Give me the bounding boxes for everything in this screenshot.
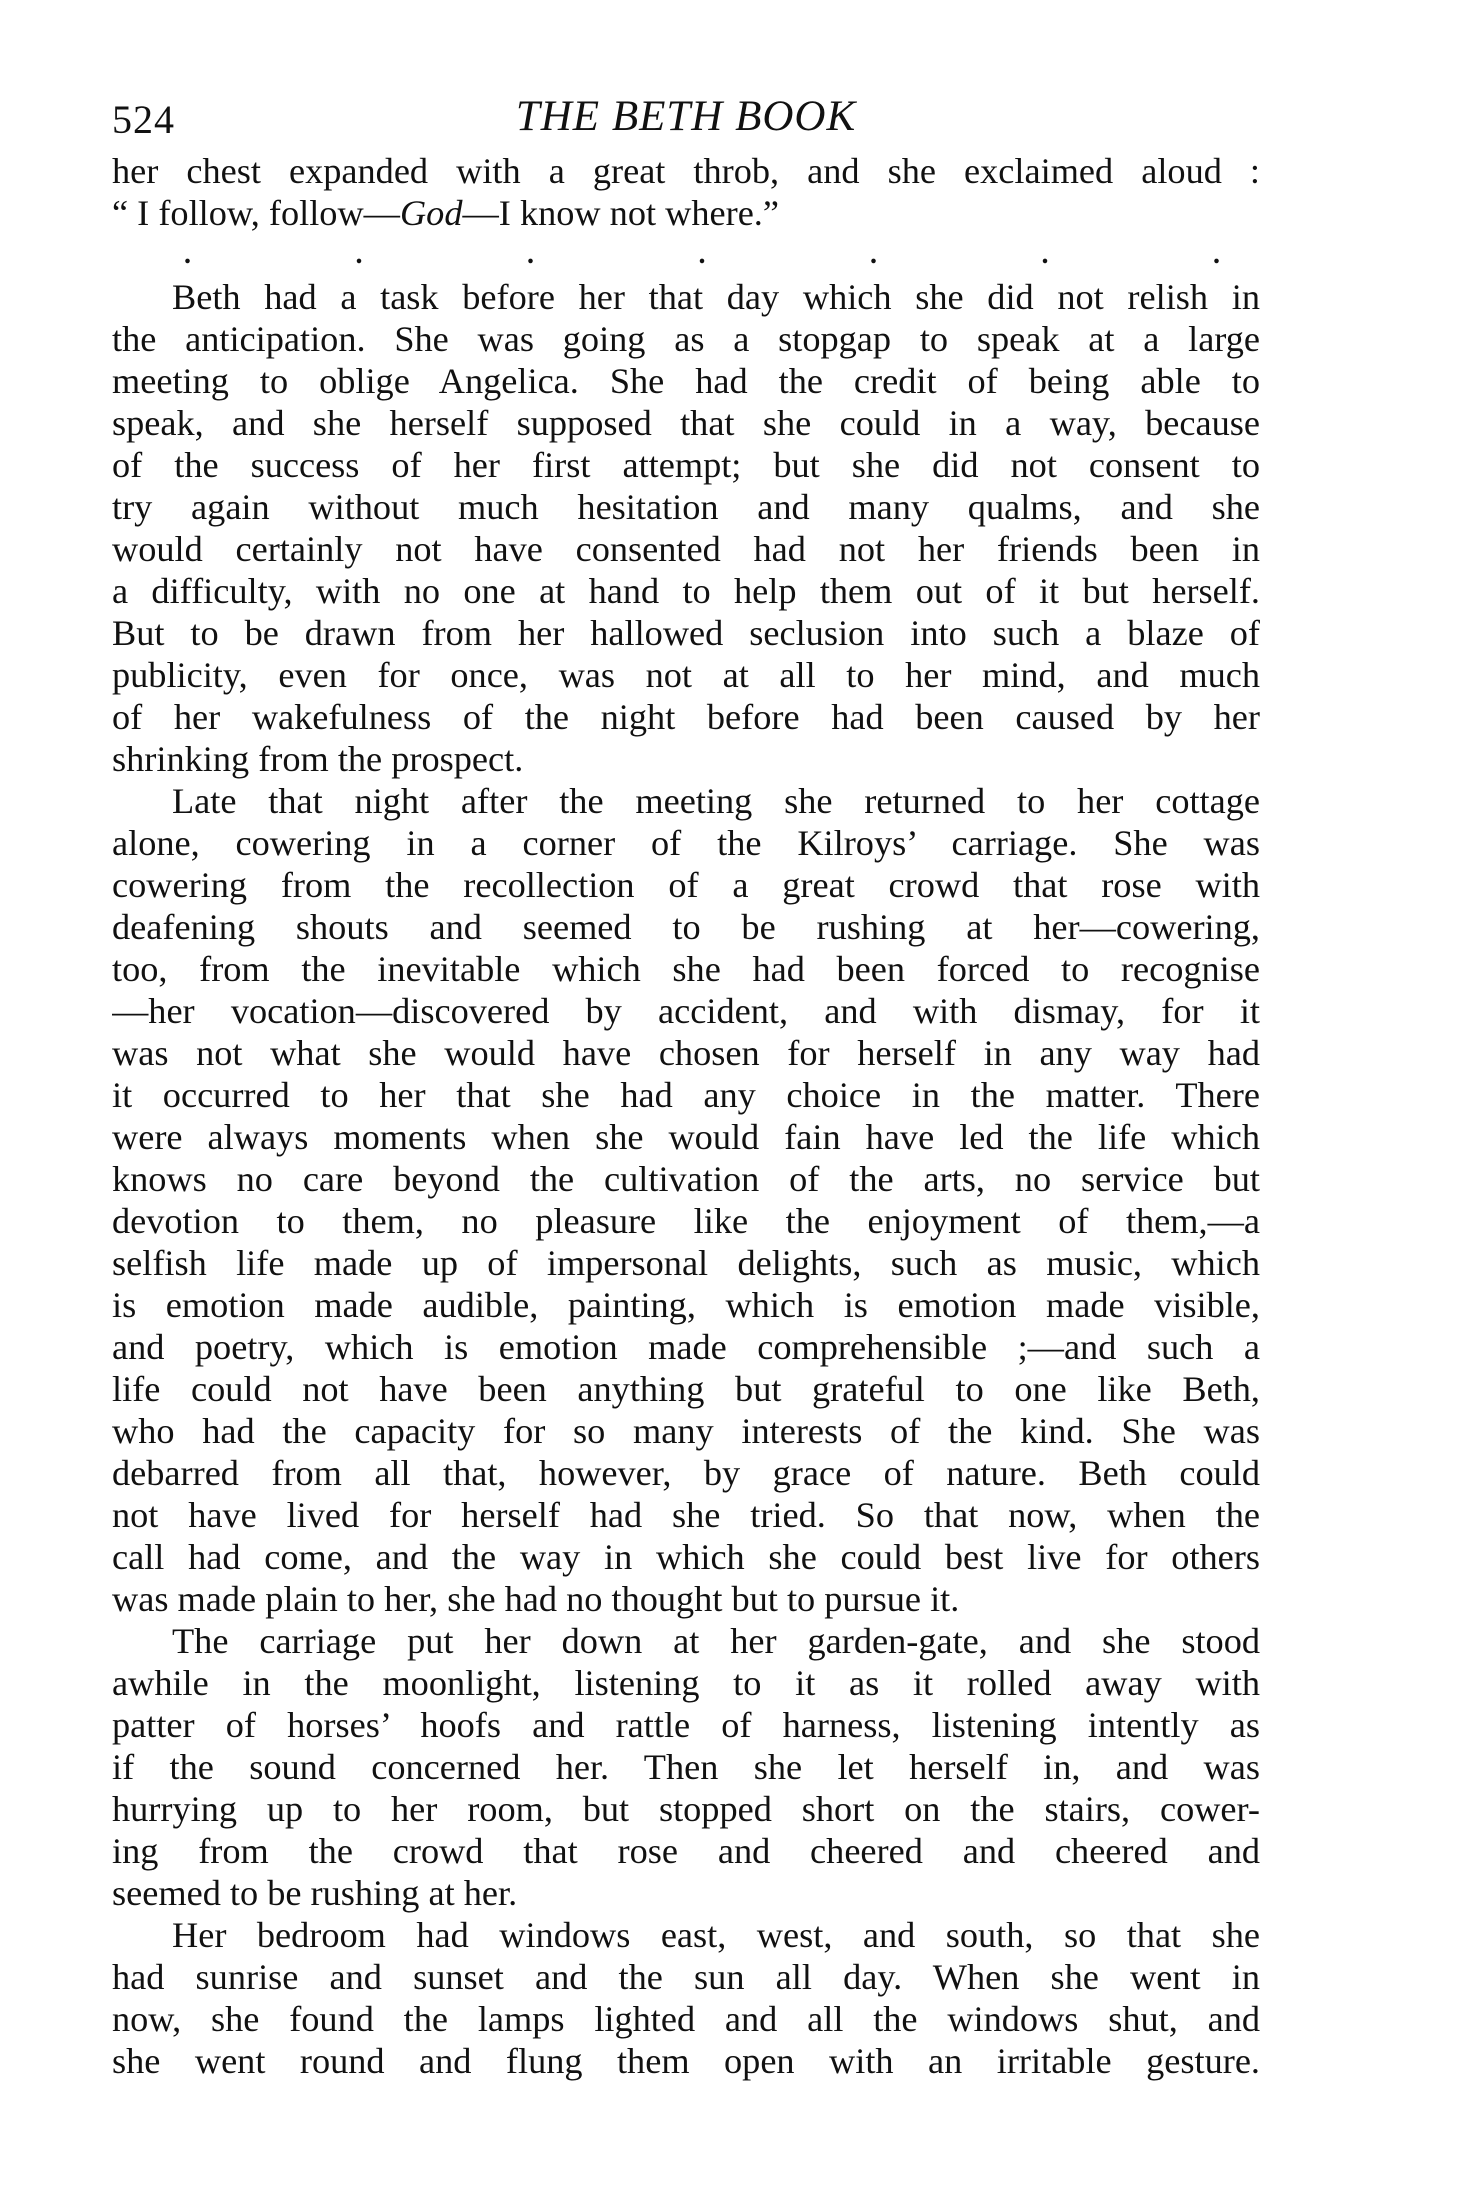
paragraph: [112, 276, 1260, 780]
text-line: cowering from the recollection of a great crowd that rose with: [112, 865, 1260, 905]
text-line: hurrying up to her room, but stopped short on the stairs, cower-: [112, 1789, 1260, 1829]
text-line: the anticipation. She was going as a stopgap to speak at a large: [112, 319, 1260, 359]
text-line: now, she found the lamps lighted and all the windows shut, and: [112, 1999, 1260, 2039]
text-line: life could not have been anything but grateful to one like Beth,: [112, 1369, 1260, 1409]
section-break: [112, 234, 1260, 276]
text-line: too, from the inevitable which she had been forced to recognise: [112, 949, 1260, 989]
text-line: seemed to be rushing at her.: [112, 1873, 518, 1913]
text-line: Late that night after the meeting she returned to her cottage: [172, 781, 1260, 821]
text-line: her chest expanded with a great throb, and she exclaimed aloud :: [112, 151, 1260, 191]
body-text: [112, 150, 1260, 2082]
text-line: was made plain to her, she had no thought but to pursue it.: [112, 1579, 960, 1619]
text-line: it occurred to her that she had any choice in the matter. There: [112, 1075, 1260, 1115]
text-line: of her wakefulness of the night before had been caused by her: [112, 697, 1260, 737]
text-line: selfish life made up of impersonal delights, such as music, which: [112, 1243, 1260, 1283]
text-line: patter of horses’ hoofs and rattle of harness, listening intently as: [112, 1705, 1260, 1745]
text-line: Beth had a task before her that day which she did not relish in: [172, 277, 1260, 317]
emphasis: God: [399, 193, 463, 233]
text-line: a difficulty, with no one at hand to help them out of it but herself.: [112, 571, 1260, 611]
text-line: were always moments when she would fain have led the life which: [112, 1117, 1260, 1157]
text-line: would certainly not have consented had not her friends been in: [112, 529, 1260, 569]
text-line: Her bedroom had windows east, west, and south, so that she: [172, 1915, 1260, 1955]
book-page: [112, 92, 1260, 2082]
text-line: was not what she would have chosen for herself in any way had: [112, 1033, 1260, 1073]
paragraph: [112, 1620, 1260, 1914]
page-header: [112, 92, 1260, 150]
section-break-dot: .: [870, 239, 877, 270]
text-line: publicity, even for once, was not at all to her mind, and much: [112, 655, 1260, 695]
text-line: knows no care beyond the cultivation of the arts, no service but: [112, 1159, 1260, 1199]
text-line: is emotion made audible, painting, which is emotion made visible,: [112, 1285, 1260, 1325]
text-line: ing from the crowd that rose and cheered and cheered and: [112, 1831, 1260, 1871]
section-break-dot: .: [355, 239, 363, 270]
text-line: try again without much hesitation and many qualms, and she: [112, 487, 1260, 527]
text-line: —her vocation—discovered by accident, and with dismay, for it: [112, 991, 1260, 1031]
text-line: if the sound concerned her. Then she let herself in, and was: [112, 1747, 1260, 1787]
text-line: and poetry, which is emotion made comprehensible ;—and such a: [112, 1327, 1260, 1367]
text-line: call had come, and the way in which she could best live for others: [112, 1537, 1260, 1577]
text-line: The carriage put her down at her garden-gate, and she stood: [172, 1621, 1260, 1661]
text-line: But to be drawn from her hallowed seclusion into such a blaze of: [112, 613, 1260, 653]
text-line: alone, cowering in a corner of the Kilroys’ carriage. She was: [112, 823, 1260, 863]
text-line: she went round and flung them open with an irritable gesture.: [112, 2041, 1260, 2081]
text-line: deafening shouts and seemed to be rushing at her—cowering,: [112, 907, 1260, 947]
text-line: debarred from all that, however, by grace of nature. Beth could: [112, 1453, 1260, 1493]
text-line: shrinking from the prospect.: [112, 739, 524, 779]
text-line: meeting to oblige Angelica. She had the credit of being able to: [112, 361, 1260, 401]
paragraph: [112, 780, 1260, 1620]
text-line: devotion to them, no pleasure like the enjoyment of them,—a: [112, 1201, 1260, 1241]
text-line: of the success of her first attempt; but she did not consent to: [112, 445, 1260, 485]
section-break-dot: .: [184, 239, 191, 270]
section-break-dot: .: [1213, 239, 1220, 270]
page-number: 524: [112, 97, 175, 142]
section-break-dot: .: [698, 239, 706, 270]
section-break-dot: .: [1041, 239, 1049, 270]
text-line: speak, and she herself supposed that she could in a way, because: [112, 403, 1260, 443]
text-line: who had the capacity for so many interests of the kind. She was: [112, 1411, 1260, 1451]
running-title: THE BETH BOOK: [515, 93, 857, 140]
paragraph: [112, 150, 1260, 234]
text-line: awhile in the moonlight, listening to it as it rolled away with: [112, 1663, 1260, 1703]
text-line: not have lived for herself had she tried. So that now, when the: [112, 1495, 1260, 1535]
text-line: “ I follow, follow—God—I know not where.”: [112, 193, 779, 233]
section-break-dot: .: [527, 239, 534, 270]
text-line: had sunrise and sunset and the sun all day. When she went in: [112, 1957, 1260, 1997]
paragraph: [112, 1914, 1260, 2082]
